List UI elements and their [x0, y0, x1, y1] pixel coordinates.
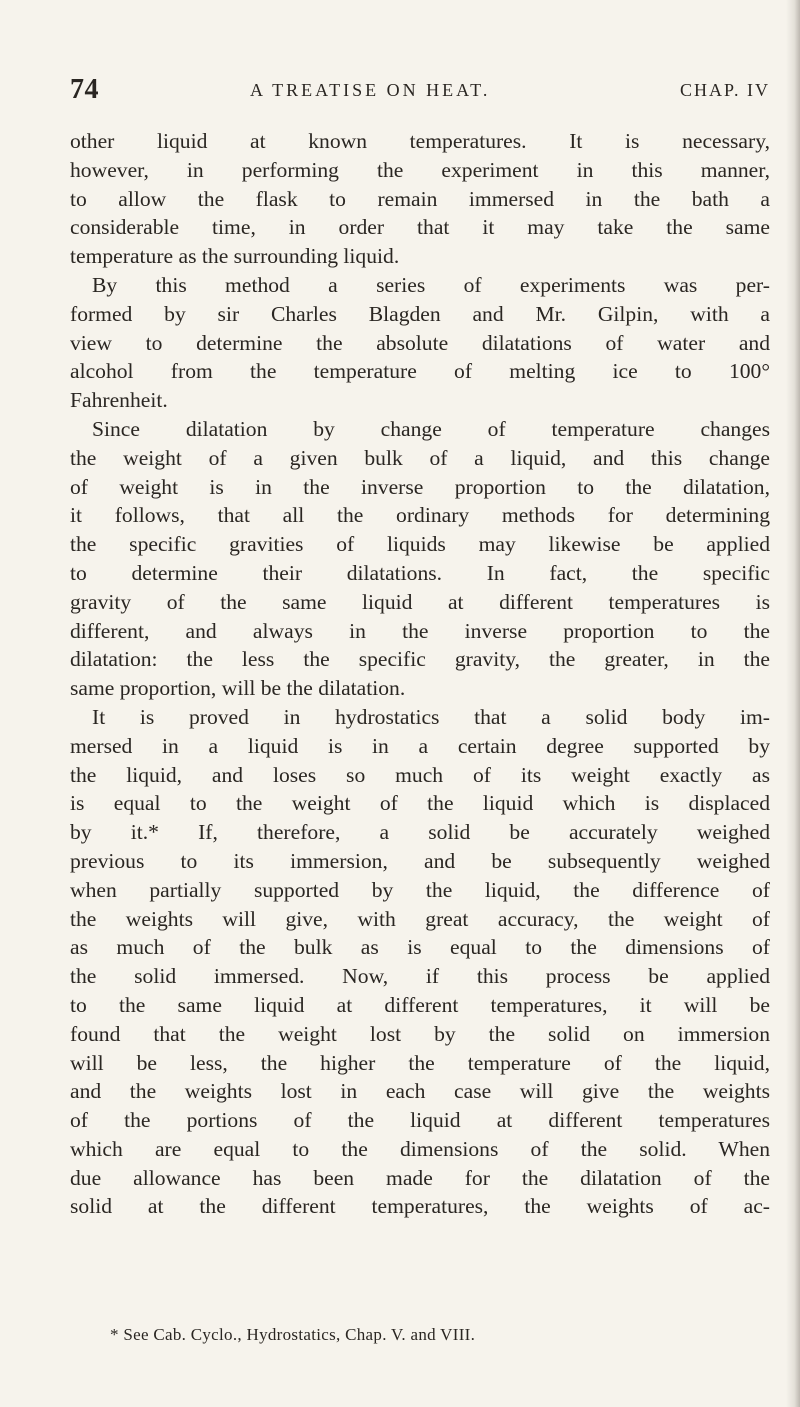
text-line: it follows, that all the ordinary methods for determining [70, 503, 770, 528]
text-line: Fahrenheit. [70, 388, 168, 413]
running-header [70, 74, 770, 110]
text-line: alcohol from the temperature of melting ice to 100° [70, 359, 770, 384]
text-line: other liquid at known temperatures. It is necessary, [70, 129, 770, 153]
page-edge-shadow [786, 0, 800, 1407]
text-line: same proportion, will be the dilatation. [70, 676, 406, 701]
text-line: to allow the flask to remain immersed in the bath a [70, 186, 770, 211]
text-line: the solid immersed. Now, if this process be applied [70, 964, 770, 989]
text-line: found that the weight lost by the solid on immersion [70, 1021, 770, 1046]
footnote: * See Cab. Cyclo., Hydrostatics, Chap. V. and VIII. [110, 1325, 476, 1344]
running-title: A TREATISE ON HEAT. [250, 80, 491, 100]
body-text [70, 127, 770, 1221]
text-line: gravity of the same liquid at different temperatures is [70, 589, 770, 614]
text-line: considerable time, in order that it may take the same [70, 215, 770, 240]
text-line: of weight is in the inverse proportion to the dilatation, [70, 474, 770, 499]
text-line: and the weights lost in each case will give the weights [70, 1079, 770, 1104]
text-line: previous to its immersion, and be subsequently weighed [70, 848, 770, 873]
text-line: the liquid, and loses so much of its weight exactly as [70, 762, 770, 787]
text-line: to determine their dilatations. In fact, the specific [70, 560, 770, 585]
text-line: which are equal to the dimensions of the solid. When [70, 1136, 770, 1161]
text-line: is equal to the weight of the liquid which is displaced [70, 791, 770, 816]
page-number: 74 [70, 74, 99, 105]
text-line: solid at the different temperatures, the weights of ac- [70, 1194, 770, 1219]
text-line: mersed in a liquid is in a certain degree supported by [70, 733, 770, 758]
text-line: formed by sir Charles Blagden and Mr. Gilpin, with a [70, 301, 770, 326]
text-line: the weight of a given bulk of a liquid, and this change [70, 445, 770, 470]
text-line: different, and always in the inverse proportion to the [70, 618, 770, 643]
text-line: as much of the bulk as is equal to the dimensions of [70, 935, 770, 960]
text-line: dilatation: the less the specific gravity, the greater, in the [70, 647, 770, 672]
text-line: the weights will give, with great accuracy, the weight of [70, 906, 770, 931]
text-line: the specific gravities of liquids may likewise be applied [70, 532, 770, 557]
text-line: by it.* If, therefore, a solid be accurately weighed [70, 820, 770, 845]
text-line: temperature as the surrounding liquid. [70, 244, 400, 269]
text-line: of the portions of the liquid at different temperatures [70, 1108, 770, 1133]
text-line: view to determine the absolute dilatations of water and [70, 330, 770, 355]
text-line: By this method a series of experiments was per- [92, 272, 770, 297]
text-line: when partially supported by the liquid, the difference of [70, 877, 770, 902]
text-line: Since dilatation by change of temperature changes [92, 416, 770, 441]
text-line: due allowance has been made for the dilatation of the [70, 1165, 770, 1190]
text-line: It is proved in hydrostatics that a solid body im- [92, 704, 770, 729]
text-line: to the same liquid at different temperatures, it will be [70, 992, 770, 1017]
text-line: will be less, the higher the temperature of the liquid, [70, 1050, 770, 1075]
text-line: however, in performing the experiment in this manner, [70, 157, 770, 182]
chapter-label: CHAP. IV [679, 80, 770, 100]
